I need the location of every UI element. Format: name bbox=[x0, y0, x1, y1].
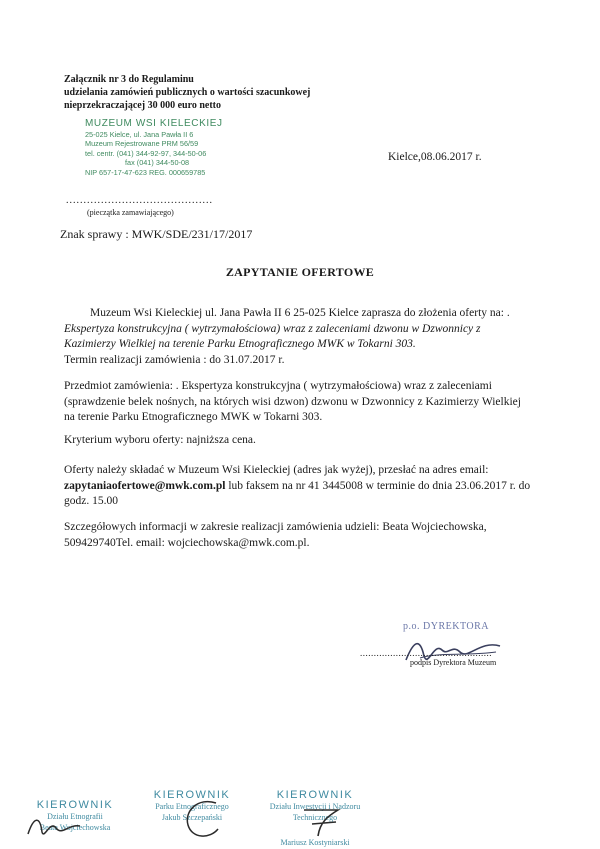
signature-middle bbox=[178, 795, 228, 845]
stamp-phone: tel. centr. (041) 344-92-97, 344-50-06 bbox=[85, 148, 207, 158]
annex-line-2: udzielania zamówień publicznych o wartości szacunkowej bbox=[64, 87, 311, 98]
case-number: Znak sprawy : MWK/SDE/231/17/2017 bbox=[60, 227, 253, 241]
paragraph-subject: Przedmiot zamówienia: . Ekspertyza konstrukcyjna ( wytrzymałościowa) wraz z zaleceniami (sprawdzenie belek nośnych, na których wisi dzwon) dzwonu w Dzwonnicy z Kazimierzy Wielkiej na terenie Parku Etnograficznego MWK w Tokarni 303. bbox=[64, 380, 521, 423]
signature-right bbox=[298, 800, 348, 840]
stamp-head-park-name: Jakub Szczepański bbox=[161, 813, 223, 822]
place-date: Kielce,08.06.2017 r. bbox=[388, 151, 482, 163]
seal-caption: (pieczątka zamawiającego) bbox=[87, 208, 174, 217]
stamp-head-ethnography-dept: Działu Etnografii bbox=[47, 812, 103, 821]
submission-text-1: Oferty należy składać w Muzeum Wsi Kieleckiej (adres jak wyżej), przesłać na adres email: bbox=[64, 464, 489, 476]
document-title: ZAPYTANIE OFERTOWE bbox=[225, 265, 375, 279]
director-signature-line: ................................................ bbox=[360, 648, 492, 658]
annex-line-3: nieprzekraczającej 30 000 euro netto bbox=[64, 100, 221, 111]
director-stamp: p.o. DYREKTORA bbox=[403, 621, 489, 632]
stamp-head-investments-title: KIEROWNIK bbox=[276, 789, 354, 801]
stamp-head-investments-name: Mariusz Kostyniarski bbox=[280, 838, 350, 847]
stamp-head-ethnography-title: KIEROWNIK bbox=[36, 799, 114, 811]
paragraph-criterion: Kryterium wyboru oferty: najniższa cena. bbox=[64, 434, 256, 446]
invitation-deadline: Termin realizacji zamówienia : do 31.07.2017 r. bbox=[64, 353, 285, 366]
submission-text-2: lub faksem na nr 41 3445008 w terminie do dnia 23.06.2017 r. do godz. 15.00 bbox=[64, 479, 531, 507]
annex-note bbox=[64, 73, 310, 112]
invitation-subject: Ekspertyza konstrukcyjna ( wytrzymałościowa) wraz z zaleceniami dzwonu w Dzwonnicy z Kazimierzy Wielkiej na terenie Parku Etnograficznego MWK w Tokarni 303. bbox=[64, 322, 481, 350]
paragraph-submission bbox=[64, 463, 534, 510]
stamp-museum-name: MUZEUM WSI KIELECKIEJ bbox=[85, 118, 223, 129]
stamp-register: Muzeum Rejestrowane PRM 56/59 bbox=[85, 139, 199, 149]
stamp-head-investments-dept: Działu Inwestycji i Nadzoru Technicznego bbox=[269, 802, 361, 822]
stamp-ids: NIP 657-17-47-623 REG. 000659785 bbox=[85, 167, 206, 177]
submission-email: zapytaniaofertowe@mwk.com.pl bbox=[64, 479, 226, 492]
stamp-head-ethnography-name: Beata Wojciechowska bbox=[39, 823, 111, 832]
paragraph-contact: Szczegółowych informacji w zakresie realizacji zamówienia udzieli: Beata Wojciechowska, 509429740Tel. email: wojciechowska@mwk.com.pl. bbox=[64, 521, 487, 549]
stamp-head-park-dept: Parku Etnograficznego bbox=[155, 802, 229, 811]
seal-dots: .......................................... bbox=[66, 195, 213, 206]
stamp-fax: fax (041) 344-50-08 bbox=[125, 158, 190, 168]
director-caption: podpis Dyrektora Muzeum bbox=[410, 658, 497, 667]
annex-line-1: Załącznik nr 3 do Regulaminu bbox=[64, 74, 194, 85]
stamp-address: 25-025 Kielce, ul. Jana Pawła II 6 bbox=[85, 130, 194, 139]
paragraph-invitation bbox=[64, 306, 534, 368]
museum-stamp bbox=[85, 117, 223, 177]
stamp-head-park-title: KIEROWNIK bbox=[153, 789, 231, 801]
invitation-intro: Muzeum Wsi Kieleckiej ul. Jana Pawła II 6 25-025 Kielce zaprasza do złożenia oferty na: . bbox=[90, 307, 510, 319]
signature-left bbox=[24, 812, 84, 842]
